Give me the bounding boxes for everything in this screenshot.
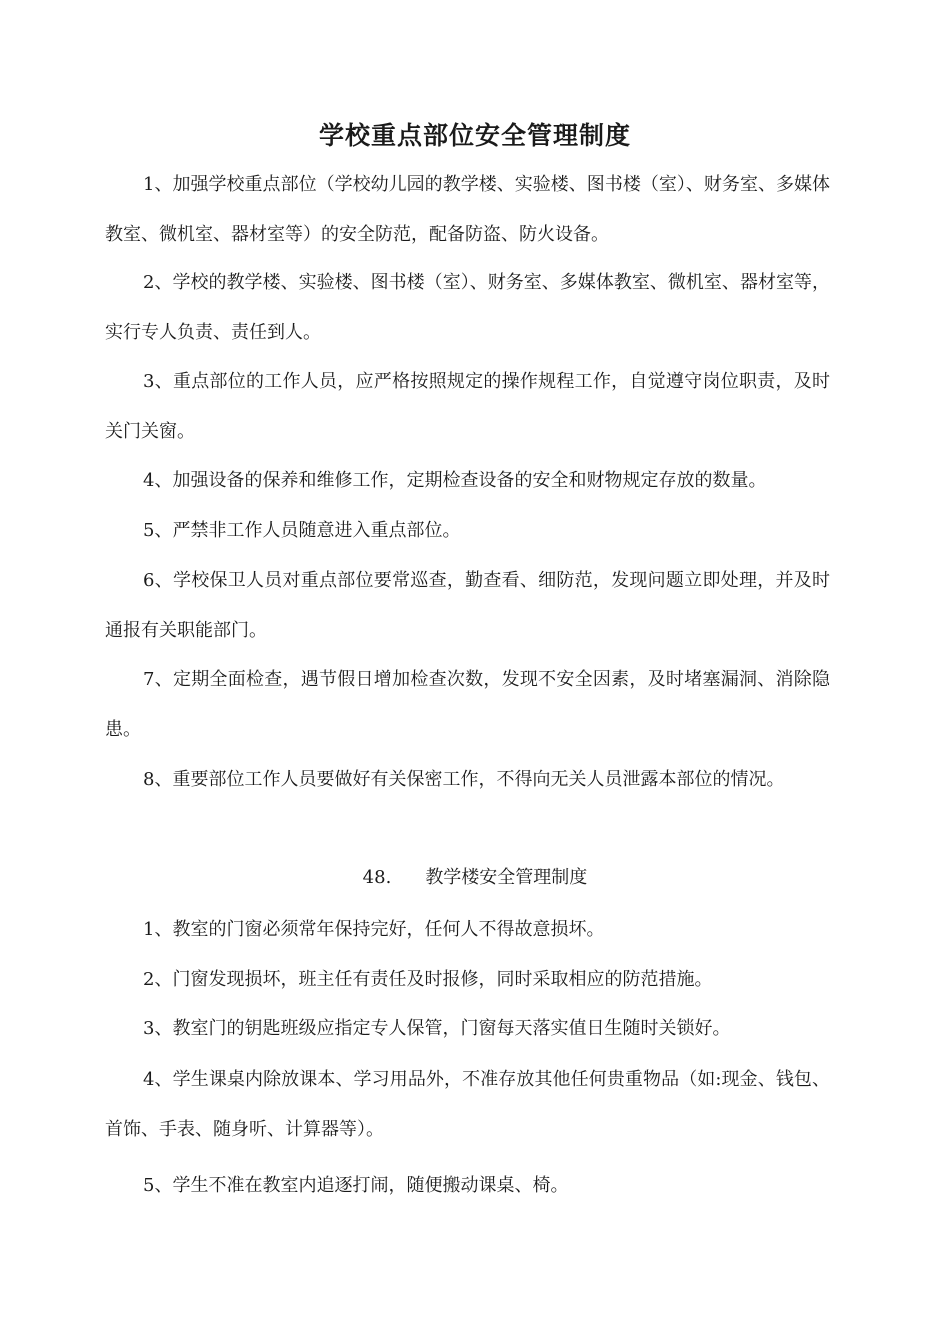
paragraph-5: 5、严禁非工作人员随意进入重点部位。	[143, 520, 461, 541]
paragraph-6: 6、学校保卫人员对重点部位要常巡查，勤查看、细防范，发现问题立即处理，并及时通报有关职能部门。	[105, 570, 830, 641]
section-title: 教学楼安全管理制度	[425, 867, 588, 888]
section2-paragraph-5: 5、学生不准在教室内追逐打闹，随便搬动课桌、椅。	[143, 1175, 569, 1196]
paragraph-2: 2、学校的教学楼、实验楼、图书楼（室）、财务室、多媒体教室、微机室、器材室等，实行专人负责、责任到人。	[105, 272, 830, 343]
section2-paragraph-4: 4、学生课桌内除放课本、学习用品外，不准存放其他任何贵重物品（如:现金、钱包、首饰、手表、随身听、计算器等）。	[105, 1069, 830, 1140]
section-number: 48.	[362, 867, 392, 888]
section-heading	[0, 858, 950, 898]
paragraph-4: 4、加强设备的保养和维修工作，定期检查设备的安全和财物规定存放的数量。	[143, 470, 767, 491]
paragraph-3: 3、重点部位的工作人员，应严格按照规定的操作规程工作，自觉遵守岗位职责，及时关门关窗。	[105, 371, 830, 442]
section2-paragraph-1: 1、教室的门窗必须常年保持完好，任何人不得故意损坏。	[143, 919, 605, 940]
paragraph-7: 7、定期全面检查，遇节假日增加检查次数，发现不安全因素，及时堵塞漏洞、消除隐患。	[105, 669, 830, 740]
section2-paragraph-3: 3、教室门的钥匙班级应指定专人保管，门窗每天落实值日生随时关锁好。	[143, 1018, 731, 1039]
paragraph-8: 8、重要部位工作人员要做好有关保密工作，不得向无关人员泄露本部位的情况。	[143, 769, 785, 790]
document-title: 学校重点部位安全管理制度	[318, 121, 631, 150]
paragraph-1: 1、加强学校重点部位（学校幼儿园的教学楼、实验楼、图书楼（室）、财务室、多媒体教室、微机室、器材室等）的安全防范，配备防盗、防火设备。	[105, 174, 830, 245]
section2-paragraph-2: 2、门窗发现损坏，班主任有责任及时报修，同时采取相应的防范措施。	[143, 969, 713, 990]
